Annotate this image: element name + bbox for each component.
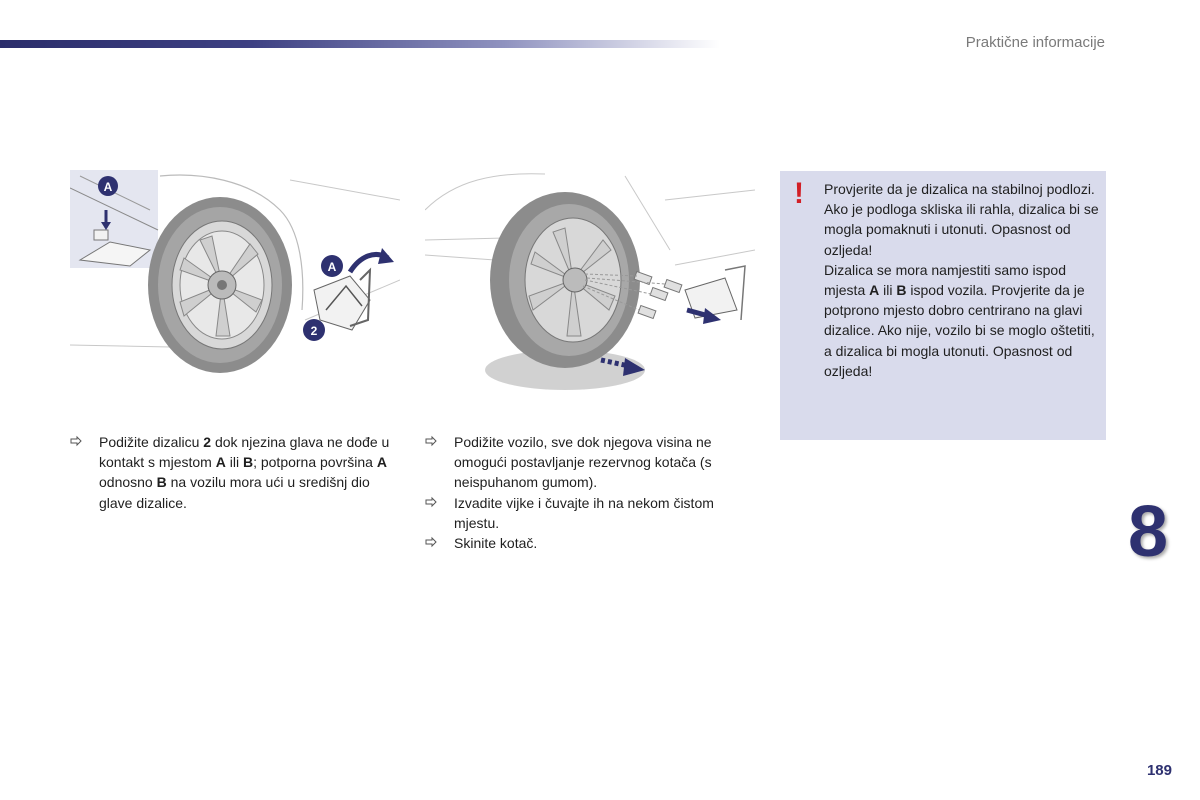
instruction-text: Podižite vozilo, sve dok njegova visina ne omogući postavljanje rezervnog kotača (s neispuhanom gumom).: [454, 434, 712, 491]
warning-icon: !: [794, 177, 804, 210]
warning-text-part: Dizalica se mora namjestiti samo ispod mjesta: [824, 261, 1066, 299]
instruction-text: odnosno: [99, 474, 157, 491]
jack-illustration: [70, 170, 400, 400]
pointing-hand-icon: [425, 536, 437, 548]
warning-text: [824, 179, 1100, 381]
instruction-bold: B: [242, 454, 254, 471]
instruction-bold: A: [376, 454, 387, 471]
header-bar: [0, 40, 720, 48]
section-title: Praktične informacije: [965, 34, 1105, 51]
instruction-text: Izvadite vijke i čuvajte ih na nekom čistom mjestu.: [454, 494, 714, 531]
warning-text-part: ili: [879, 282, 897, 299]
page-number: 189: [1146, 762, 1172, 779]
instructions-column-1: [70, 432, 400, 513]
figure-wheel-removal: [425, 170, 755, 400]
warning-paragraph-1: Provjerite da je dizalica na stabilnoj podlozi. Ako je podloga skliska ili rahla, dizalica bi se mogla pomaknuti i utonuti. Opasnost od ozljeda!: [824, 181, 1099, 258]
warning-text-part: ispod vozila. Provjerite da je potprono mjesto dobro centrirano na glavi dizalice. Ako nije, vozilo bi se moglo oštetiti, a dizalica bi mogla utonuti. Opasnost od ozljeda!: [824, 282, 1095, 379]
instruction-item: [425, 533, 755, 553]
label-2-text: 2: [310, 324, 318, 338]
warning-paragraph-2: [824, 260, 1100, 381]
warning-bold-a: A: [869, 282, 880, 299]
instruction-item: [425, 432, 755, 493]
warning-box: [780, 171, 1106, 440]
instruction-bold: B: [156, 474, 167, 491]
chapter-number: 8: [1128, 492, 1169, 572]
instruction-text: Podižite dizalicu: [99, 434, 204, 450]
instruction-bold: A: [215, 454, 226, 471]
instruction-text: na vozilu mora ući u središnj dio glave dizalice.: [99, 474, 370, 511]
instruction-text: ; potporna površina: [253, 454, 377, 471]
svg-text:A: A: [103, 180, 113, 194]
instruction-bold: 2: [203, 434, 212, 450]
label-a-text: A: [327, 260, 337, 274]
warning-bold-b: B: [896, 282, 907, 299]
instruction-text: Skinite kotač.: [454, 535, 538, 552]
instructions-column-2: [425, 432, 755, 553]
pointing-hand-icon: [425, 496, 437, 508]
figure-jack-lifting: [70, 170, 400, 400]
instruction-text: dok njezina glava ne dođe u kontakt s mjestom: [99, 434, 390, 471]
pointing-hand-icon: [425, 435, 437, 447]
instruction-item: [70, 432, 400, 513]
wheel-removal-illustration: [425, 170, 755, 400]
instruction-item: [425, 493, 755, 533]
pointing-hand-icon: [70, 435, 82, 447]
instruction-text: ili: [225, 454, 243, 471]
